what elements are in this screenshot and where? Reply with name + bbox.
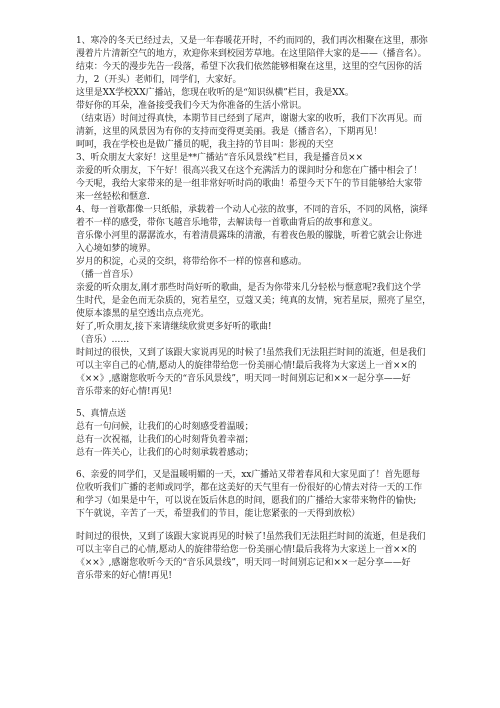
document-line: （播一首音乐）	[76, 270, 139, 280]
document-line: 6、亲爱的同学们，又是温暖明媚的一天，xx广播站又带着春风和大家见面了！首先愿每	[76, 470, 421, 480]
document-line: 可以主宰自己的心情,愿动人的旋律带给您一份美丽心情!最后我将为大家送上一首××的	[76, 361, 417, 371]
document-line: 3、听众朋友大家好！这里是**广播站“音乐风景线”栏目，我是播音员××	[76, 153, 363, 163]
document-line: 可以主宰自己的心情,愿动人的旋律带给您一份美丽心情!最后我将为大家送上一首××的	[76, 545, 417, 555]
document-line: 下午就说，辛苦了一天，希望我们的节目，能让您紧张的一天得到放松）	[76, 509, 360, 519]
document-line: 5、真情点送	[76, 409, 127, 419]
document-line: 音乐带来的好心情!再见!	[76, 387, 172, 397]
document-line: 来一丝轻松和惬意.	[76, 192, 150, 202]
document-line: 总有一句问候，让我们的心时刻感受着温暖；	[76, 422, 254, 432]
document-line: 这里是XX学校XX广播站，您现在收听的是“知识纵横”栏目，我是XX。	[76, 88, 354, 98]
document-line: 使原本漆黑的星空透出点点亮光。	[76, 309, 210, 319]
document-line: 力，2（开头）老师们，同学们，大家好。	[76, 75, 242, 85]
document-line: 时间过的很快，又到了该跟大家说再见的时候了!虽然我们无法阻拦时间的流逝，但是我们	[76, 348, 426, 358]
document-line: 总有一次祝福，让我们的心时刻背负着幸福；	[76, 435, 254, 445]
document-line: 呵呵，我在学校也是做广播员的呢，我主持的节目叫：影视的天空	[76, 140, 334, 150]
document-line: 音乐像小河里的潺潺流水，有着清晨露珠的清澈，有着夜色般的朦胧，听着它就会让你进	[76, 231, 423, 241]
document-line: 1、寒冷的冬天已经过去，又是一年春暖花开时，不约而同的，我们再次相聚在这里，那弥	[76, 36, 428, 46]
document-line: 总有一阵关心，让我们的心时刻承载着感动；	[76, 448, 254, 458]
document-line: （音乐）……	[76, 335, 130, 345]
document-line: 好了,听众朋友,接下来请继续欣赏更多好听的歌曲!	[76, 322, 272, 332]
document-line: 今天呢，我给大家带来的是一组非常好听时尚的歌曲！希望今天下午的节目能够给大家带	[76, 179, 423, 189]
document-line: 清新，这里的风景因为有你的支持而变得更美丽。我是（播音名），下期再见！	[76, 127, 383, 137]
document-line: 着不一样的感受，带你飞越音乐地带，去解读每一首歌曲背后的故事和意义。	[76, 218, 378, 228]
document-line: 漫着片片清新空气的地方，欢迎你来到校园芳草地。在这里陪伴大家的是——（播音名）。	[76, 49, 427, 59]
document-line: 结束：今天的漫步先告一段落，希望下次我们依然能够相聚在这里，这里的空气因你的活	[76, 62, 423, 72]
document-line: （结束语）时间过得真快，本期节目已经到了尾声，谢谢大家的收听，我们下次再见。而	[76, 114, 423, 124]
document-line: 带好你的耳朵，准备接受我们今天为你准备的生活小常识。	[76, 101, 307, 111]
document-line: 4、每一首歌都像一只纸船，承载着一个动人心弦的故事，不同的音乐，不同的风格，演绎	[76, 205, 428, 215]
document-line: 和学习（如果是中午，可以说在饭后休息的时间，愿我们的广播给大家带来物件的愉快;	[76, 496, 417, 506]
document-line: 《××》,感谢您收听今天的“音乐风景线”，明天同一时间别忘记和××一起分享——好	[76, 374, 411, 384]
document-line: 《××》,感谢您收听今天的“音乐风景线”，明天同一时间别忘记和××一起分享——好	[76, 558, 411, 568]
document-line: 位收听我们广播的老师或同学，都在这美好的天气里有一份很好的心情去对待一天的工作	[76, 483, 423, 493]
document-line: 亲爱的听众朋友,刚才那些时尚好听的歌曲，是否为你带来几分轻松与惬意呢?我们这个学	[76, 283, 421, 293]
document-line: 生时代，是金色而无杂质的，宛若星空，豆蔻又美；纯真的友情，宛若星辰，照亮了星空，	[76, 296, 431, 306]
document-line: 入心境如梦的境界。	[76, 244, 156, 254]
document-line: 音乐带来的好心情!再见!	[76, 571, 172, 581]
document-line: 时间过的很快，又到了该跟大家说再见的时候了!虽然我们无法阻拦时间的流逝，但是我们	[76, 532, 426, 542]
document-line: 亲爱的听众朋友，下午好！很高兴我又在这个充满活力的课间时分和您在广播中相会了！	[76, 166, 423, 176]
document-line: 岁月的积淀，心灵的交织，将带给你不一样的惊喜和感动。	[76, 257, 307, 267]
